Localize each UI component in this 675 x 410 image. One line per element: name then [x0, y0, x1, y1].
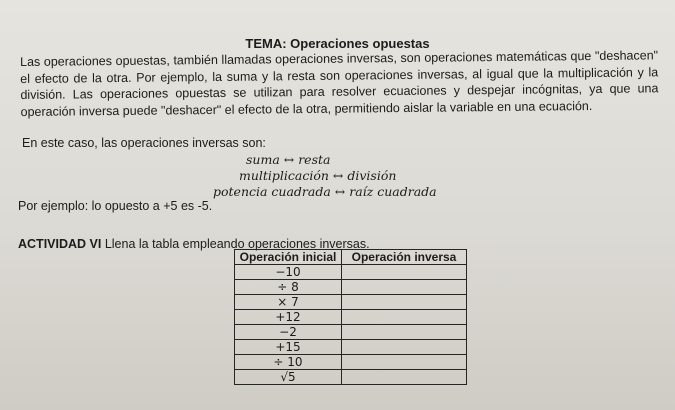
- cell-initial: −10: [235, 265, 342, 280]
- table-row: [235, 295, 467, 310]
- activity-label: ACTIVIDAD VI: [18, 237, 102, 251]
- cell-initial: −2: [235, 325, 342, 340]
- table-row: [235, 265, 467, 280]
- cell-inverse[interactable]: [342, 325, 467, 340]
- table-row: [235, 370, 467, 385]
- inverse-operations-table: [234, 249, 467, 385]
- pair-multiplication-division: multiplicación ↔ división: [239, 168, 397, 183]
- cell-inverse[interactable]: [342, 370, 467, 385]
- activity-text: Llena la tabla empleando operaciones inversas.: [104, 237, 370, 251]
- pair-square-root: potencia cuadrada ↔ raíz cuadrada: [213, 184, 437, 199]
- table-row: [235, 355, 467, 370]
- intro-paragraph: Las operaciones opuestas, también llamadas operaciones inversas, son operaciones matemáticas que "deshacen" el efecto de la otra. Por ejemplo, la suma y la resta son operaciones inversas, al igual que la multiplicación y la división. Las operaciones opuestas se utilizan para resolver ecuaciones y despejar incógnitas, ya que una operación inversa puede "deshacer" el efecto de la otra, permitiendo aislar la variable en una ecuación.: [20, 48, 659, 119]
- cell-inverse[interactable]: [342, 340, 467, 355]
- cell-initial: × 7: [235, 295, 342, 310]
- page-title: TEMA: Operaciones opuestas: [245, 36, 430, 51]
- cell-inverse[interactable]: [342, 280, 467, 295]
- cell-initial: √5: [235, 370, 342, 385]
- cell-inverse[interactable]: [342, 355, 467, 370]
- pair-addition-subtraction: suma ↔ resta: [246, 152, 331, 167]
- table-row: [235, 280, 467, 295]
- header-inverse: Operación inversa: [342, 250, 467, 265]
- pairs-intro: En este caso, las operaciones inversas son:: [22, 136, 266, 150]
- table-header-row: [235, 250, 467, 265]
- table-row: [235, 325, 467, 340]
- cell-initial: ÷ 8: [235, 280, 342, 295]
- cell-inverse[interactable]: [342, 265, 467, 280]
- cell-inverse[interactable]: [342, 295, 467, 310]
- cell-inverse[interactable]: [342, 310, 467, 325]
- table-row: [235, 310, 467, 325]
- cell-initial: ÷ 10: [235, 355, 342, 370]
- table-row: [235, 340, 467, 355]
- example-text: Por ejemplo: lo opuesto a +5 es -5.: [18, 199, 213, 213]
- cell-initial: +12: [235, 310, 342, 325]
- cell-initial: +15: [235, 340, 342, 355]
- header-initial: Operación inicial: [235, 250, 342, 265]
